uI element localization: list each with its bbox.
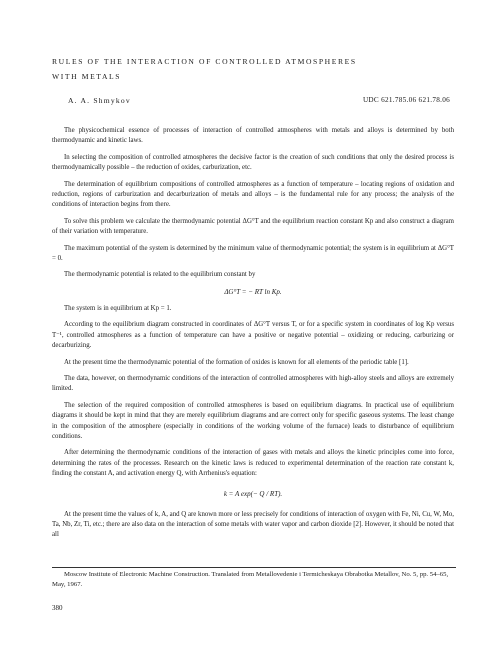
paragraph-3: The determination of equilibrium compositions of controlled atmospheres as a function of temperature – locating regions of oxidation and reduction, regions of carburization and decarburization of metals and alloys – is the fundamental rule for any process; the analysis of the conditions of interaction begins from there.: [52, 180, 454, 209]
paragraph-9: At the present time the thermodynamic potential of the formation of oxides is known for all elements of the periodic table [1].: [64, 358, 409, 366]
paper-title: [52, 54, 452, 84]
paragraph-2: In selecting the composition of controlled atmospheres the decisive factor is the creation of such conditions that only the desired process is thermodynamically possible – the reduction of oxides, carburization, etc.: [52, 153, 454, 172]
title-line-2: WITH METALS: [52, 72, 122, 81]
equation-arrhenius: k = A exp(− Q / RT).: [223, 489, 283, 498]
article-body: [52, 126, 454, 547]
equation-potential: ΔG°T = − RT ln Kp.: [224, 287, 282, 296]
paragraph-10: The data, however, on thermodynamic conditions of the interaction of controlled atmospheres with high-alloy steels and alloys are extremely limited.: [52, 374, 454, 393]
paragraph-13: At the present time the values of k, A, and Q are known more or less precisely for conditions of interaction of oxygen with Fe, Ni, Cu, W, Mo, Ta, Nb, Zr, Ti, etc.; there are also data on the interaction of some metals with water vapor and carbon dioxide [2]. However, it should be noted that all: [52, 510, 454, 539]
udc-code: UDC 621.785.06 621.78.06: [362, 96, 450, 104]
paragraph-12: After determining the thermodynamic conditions of the interaction of gases with metals and alloys the kinetic principles come into force, determining the rates of the processes. Research on the kinetic laws is reduced to experimental determination of the reaction rate constant k, finding the constant A, and activation energy Q, with Arrhenius's equation:: [52, 449, 454, 478]
paragraph-6: The thermodynamic potential is related to the equilibrium constant by: [64, 271, 256, 279]
paragraph-4: To solve this problem we calculate the thermodynamic potential ΔG°T and the equilibrium reaction constant Kp and also construct a diagram of their variation with temperature.: [52, 217, 454, 236]
page-number: 380: [52, 604, 63, 612]
paragraph-8: According to the equilibrium diagram constructed in coordinates of ΔG°T versus T, or for a specific system in coordinates of log Kp versus T⁻¹, controlled atmospheres as a function of temperature can have a positive or negative potential – oxidizing or reducing, carburizing or decarburizing.: [52, 321, 454, 350]
title-line-1: RULES OF THE INTERACTION OF CONTROLLED ATMOSPHERES: [52, 57, 357, 66]
footnote-divider: [52, 567, 456, 568]
paragraph-5: The maximum potential of the system is determined by the minimum value of thermodynamic potential; the system is in equilibrium at ΔG°T = 0.: [52, 244, 454, 263]
paragraph-7: The system is in equilibrium at Kp = 1.: [64, 304, 172, 312]
footnote-text: Moscow Institute of Electronic Machine Construction. Translated from Metallovedenie i Termicheskaya Obrabotka Metallov, No. 5, pp. 54–65, May, 1967.: [52, 571, 449, 588]
author: A. A. Shmykov: [68, 96, 131, 105]
paragraph-1: The physicochemical essence of processes of interaction of controlled atmospheres with metals and alloys is determined by both thermodynamic and kinetic laws.: [52, 127, 454, 145]
footnote: [52, 570, 454, 590]
paragraph-11: The selection of the required composition of controlled atmospheres is based on equilibrium diagrams. In practical use of equilibrium diagrams it should be kept in mind that they are merely equilibrium diagrams and are correct only for specific gaseous systems. The least change in the composition of the atmosphere (especially in conditions of the working volume of the furnace) leads to disturbance of equilibrium conditions.: [52, 401, 454, 440]
